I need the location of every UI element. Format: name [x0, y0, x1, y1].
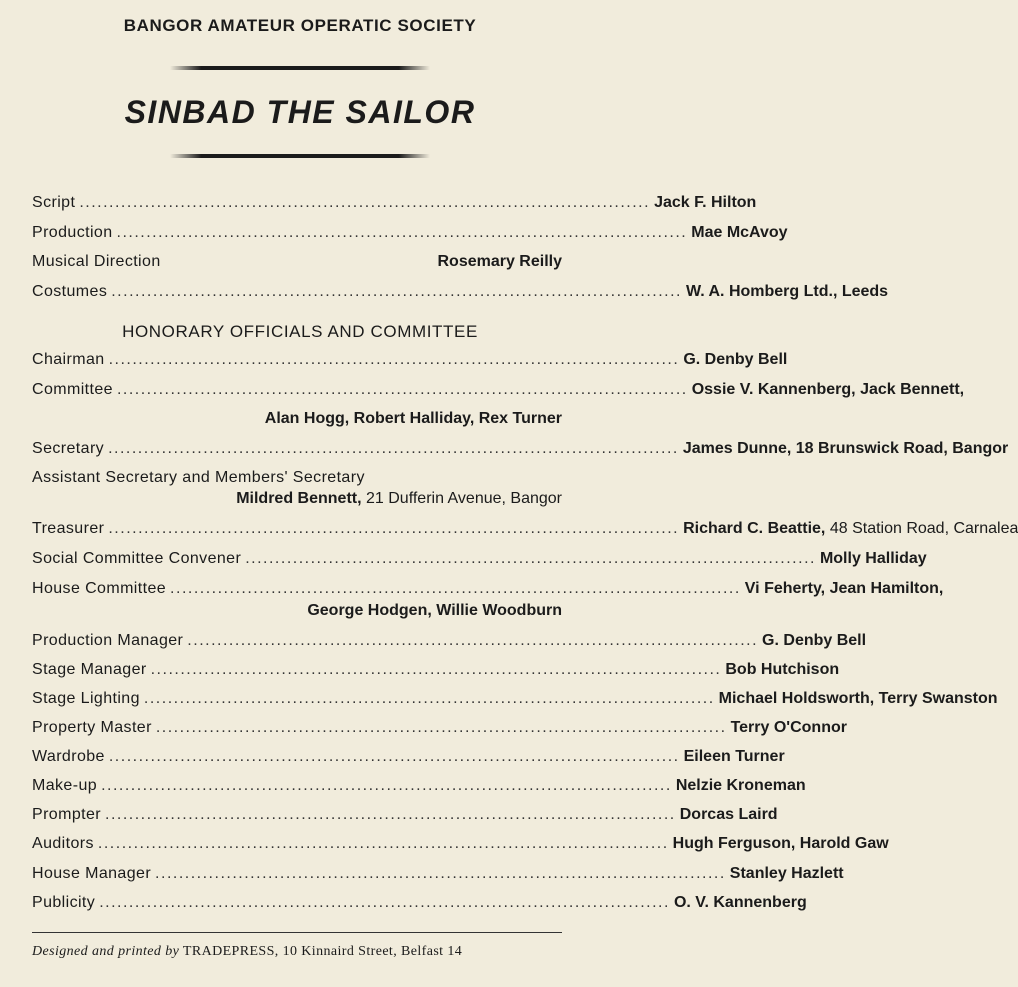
official-label: Treasurer [32, 520, 105, 537]
section-heading: HONORARY OFFICIALS AND COMMITTEE [122, 322, 478, 341]
leader-dots: ................................................................................................ [116, 224, 688, 241]
official-value: James Dunne, 18 Brunswick Road, Bangor [682, 440, 1009, 457]
treasurer-name: Richard C. Beattie, [683, 520, 826, 537]
official-row [32, 381, 965, 403]
official-value: G. Denby Bell [683, 351, 788, 368]
official-label: House Committee [32, 580, 167, 597]
official-label: Make-up [32, 777, 98, 794]
credit-row [32, 224, 788, 246]
leader-dots: ................................................................................................ [150, 661, 722, 678]
official-value: Terry O'Connor [730, 719, 847, 736]
leader-dots: ................................................................................................ [108, 440, 679, 457]
official-label: Chairman [32, 351, 105, 368]
official-value: Dorcas Laird [679, 806, 778, 823]
official-label: Committee [32, 381, 113, 398]
leader-dots: ................................................................................................ [108, 520, 680, 537]
official-row [32, 865, 844, 887]
printer-name: TRADEPRESS, 10 Kinnaird Street, Belfast 14 [182, 944, 463, 959]
official-row [32, 580, 944, 602]
top-divider [170, 66, 430, 70]
official-row [32, 520, 1018, 542]
leader-dots: ................................................................................................ [143, 690, 715, 707]
official-row [32, 835, 889, 857]
official-value: O. V. Kannenberg [673, 894, 807, 911]
official-value-continued: Alan Hogg, Robert Halliday, Rex Turner [264, 410, 562, 427]
official-value: G. Denby Bell [762, 632, 867, 649]
official-value-continued: George Hodgen, Willie Woodburn [307, 602, 562, 619]
official-label: Wardrobe [32, 748, 105, 765]
official-row [32, 661, 840, 683]
official-label: Production Manager [32, 632, 184, 649]
leader-dots: ................................................................................................ [155, 719, 727, 736]
leader-dots: ................................................................................................ [97, 835, 669, 852]
printer-credit [32, 944, 562, 960]
credit-value: Mae McAvoy [691, 224, 788, 241]
credit-value: Rosemary Reilly [437, 253, 562, 270]
credit-value: Jack F. Hilton [654, 194, 757, 211]
official-value: Nelzie Kroneman [675, 777, 806, 794]
credit-label: Musical Direction [32, 253, 161, 270]
credit-row [32, 253, 562, 275]
assistant-secretary-address: 21 Dufferin Avenue, Bangor [366, 490, 562, 507]
official-label: House Manager [32, 865, 152, 882]
official-row [32, 632, 867, 654]
leader-dots: ................................................................................................ [245, 550, 816, 567]
leader-dots: ................................................................................................ [99, 894, 670, 911]
official-label: Stage Manager [32, 661, 147, 678]
official-label: Social Committee Convener [32, 550, 242, 567]
official-row [32, 894, 807, 916]
official-value: Bob Hutchison [725, 661, 840, 678]
official-row [32, 748, 785, 770]
official-value: Eileen Turner [683, 748, 785, 765]
credit-value: W. A. Homberg Ltd., Leeds [685, 283, 889, 300]
official-label: Auditors [32, 835, 94, 852]
official-row [32, 351, 788, 373]
assistant-secretary-name: Mildred Bennett, [236, 490, 362, 507]
official-row [32, 440, 1009, 462]
bottom-divider [170, 154, 430, 158]
treasurer-address: 48 Station Road, Carnalea [829, 520, 1018, 537]
official-row [32, 550, 927, 572]
official-value: Hugh Ferguson, Harold Gaw [672, 835, 889, 852]
official-value: Stanley Hazlett [729, 865, 844, 882]
leader-dots: ................................................................................................ [108, 748, 680, 765]
official-value [683, 520, 1018, 538]
official-value-continued [32, 490, 562, 508]
official-label: Property Master [32, 719, 152, 736]
official-row [32, 806, 778, 828]
credit-label: Production [32, 224, 113, 241]
official-label: Publicity [32, 894, 96, 911]
credit-row [32, 283, 889, 305]
leader-dots: ................................................................................................ [101, 777, 672, 794]
credit-label: Costumes [32, 283, 108, 300]
official-label: Secretary [32, 440, 105, 457]
official-label: Assistant Secretary and Members' Secretary [32, 469, 365, 486]
leader-dots: ................................................................................................ [155, 865, 726, 882]
official-row [32, 777, 806, 799]
official-value: Vi Feherty, Jean Hamilton, [744, 580, 944, 597]
leader-dots: ................................................................................................ [170, 580, 741, 597]
credit-row [32, 194, 757, 216]
credit-label: Script [32, 194, 76, 211]
footer-divider [32, 932, 562, 933]
society-name: BANGOR AMATEUR OPERATIC SOCIETY [123, 16, 477, 35]
leader-dots: ................................................................................................ [79, 194, 651, 211]
leader-dots: ................................................................................................ [111, 283, 682, 300]
show-title: SINBAD THE SAILOR [124, 94, 476, 130]
official-value: Ossie V. Kannenberg, Jack Bennett, [691, 381, 965, 398]
official-value: Molly Halliday [819, 550, 927, 567]
leader-dots: ................................................................................................ [187, 632, 759, 649]
leader-dots: ................................................................................................ [116, 381, 688, 398]
official-value: Michael Holdsworth, Terry Swanston [718, 690, 998, 707]
official-row [32, 719, 847, 741]
leader-dots: ................................................................................................ [108, 351, 680, 368]
official-label: Stage Lighting [32, 690, 140, 707]
official-row [32, 469, 562, 491]
official-label: Prompter [32, 806, 101, 823]
official-row [32, 690, 998, 712]
designed-by-text: Designed and printed by [32, 944, 180, 959]
leader-dots: ................................................................................................ [105, 806, 676, 823]
